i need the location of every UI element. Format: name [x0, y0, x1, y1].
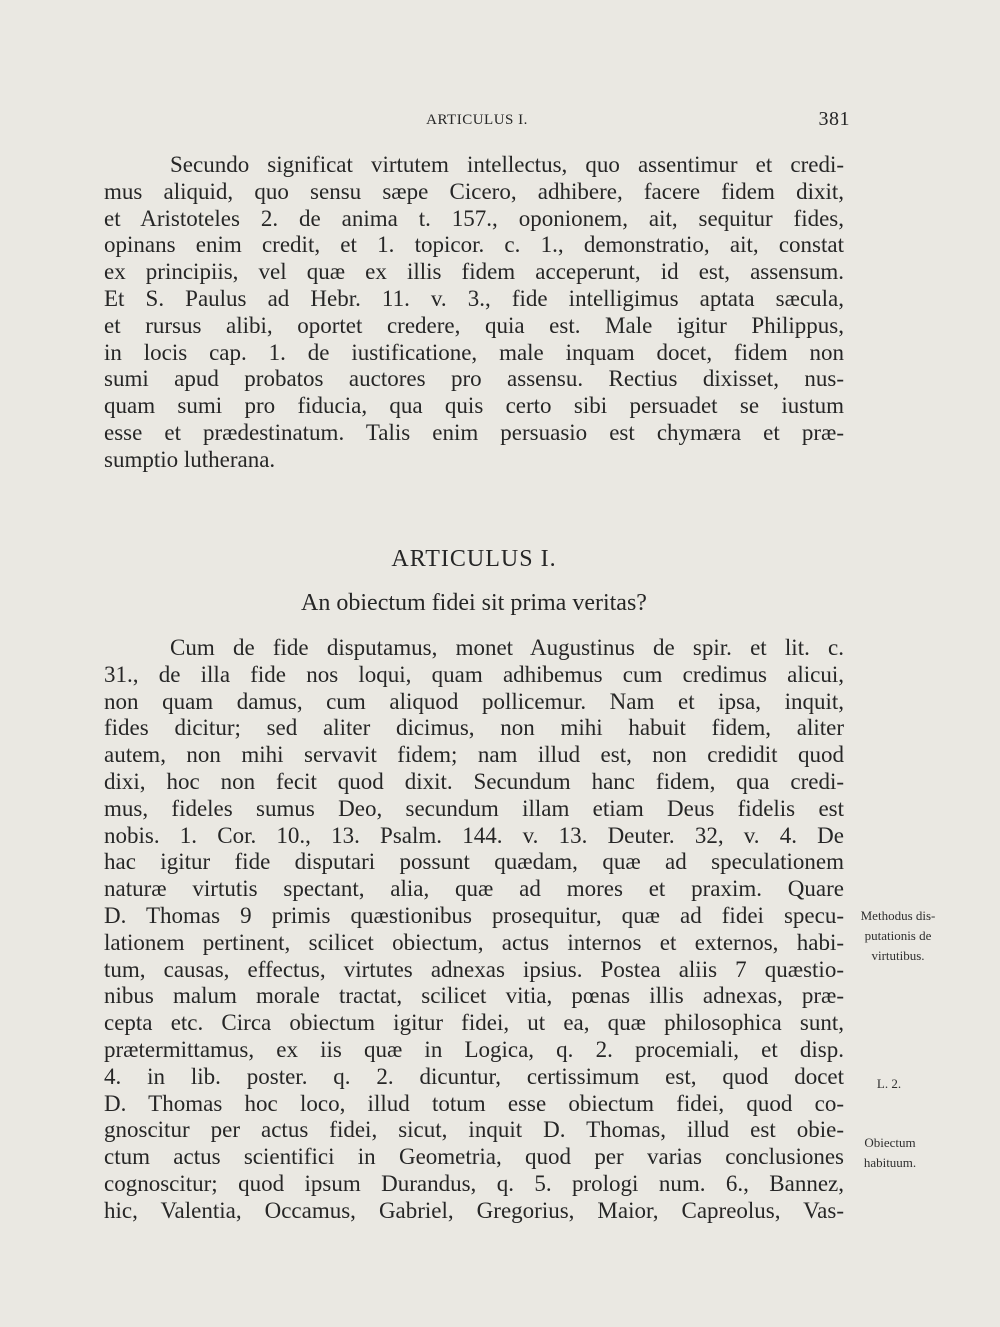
- text-line: D. Thomas hoc loco, illud totum esse obiectum fidei, quod co-: [104, 1090, 844, 1116]
- text-line: gnoscitur per actus fidei, sicut, inquit D. Thomas, illud est obie-: [104, 1117, 844, 1143]
- text-line: lationem pertinent, scilicet obiectum, actus internos et externos, habi-: [104, 929, 844, 955]
- article-heading: ARTICULUS I.: [391, 546, 557, 572]
- margin-note-reference: L. 2.: [876, 1076, 902, 1091]
- text-line: nobis. 1. Cor. 10., 13. Psalm. 144. v. 13. Deuter. 32, v. 4. De: [104, 822, 844, 848]
- text-line: nibus malum morale tractat, scilicet vitia, pœnas illis adnexas, præ-: [104, 983, 844, 1009]
- margin-note-line: Obiectum: [864, 1135, 916, 1150]
- text-line: ex principiis, vel quæ ex illis fidem acceperunt, id est, assensum.: [104, 259, 844, 285]
- text-line: quam sumi pro fiducia, qua quis certo sibi persuadet se iustum: [104, 393, 844, 419]
- margin-note-obiectum: [845, 1133, 935, 1173]
- text-line: sumptio lutherana.: [104, 446, 276, 472]
- text-line: sumi apud probatos auctores pro assensu. Rectius dixisset, nus-: [104, 366, 844, 392]
- text-line: cepta etc. Circa obiectum igitur fidei, ut ea, quæ philosophica sunt,: [104, 1010, 844, 1036]
- text-line: cognoscitur; quod ipsum Durandus, q. 5. prologi num. 6., Bannez,: [104, 1170, 844, 1196]
- margin-note-methodus: [840, 906, 956, 966]
- text-line: dixi, hoc non fecit quod dixit. Secundum hanc fidem, qua credi-: [104, 768, 844, 794]
- text-line: tum, causas, effectus, virtutes adnexas ipsius. Postea aliis 7 quæstio-: [104, 956, 844, 982]
- text-line: Cum de fide disputamus, monet Augustinus de spir. et lit. c.: [170, 635, 844, 660]
- text-line: mus, fideles sumus Deo, secundum illam etiam Deus fidelis est: [104, 795, 844, 821]
- text-line: ctum actus scientifici in Geometria, quod per varias conclusiones: [104, 1144, 844, 1170]
- margin-note-line: Methodus dis-: [860, 908, 936, 923]
- text-line: opinans enim credit, et 1. topicor. c. 1., demonstratio, ait, constat: [104, 232, 844, 258]
- text-line: Et S. Paulus ad Hebr. 11. v. 3., fide intelligimus aptata sæcula,: [104, 285, 844, 311]
- running-head-title: ARTICULUS I.: [426, 112, 528, 128]
- text-line: hic, Valentia, Occamus, Gabriel, Gregorius, Maior, Capreolus, Vas-: [104, 1197, 844, 1223]
- text-line: mus aliquid, quo sensu sæpe Cicero, adhibere, facere fidem dixit,: [104, 178, 844, 204]
- article-subheading: An obiectum fidei sit prima veritas?: [301, 590, 647, 616]
- paragraph-2: [104, 635, 844, 1225]
- text-line: Secundo significat virtutem intellectus, quo assentimur et credi-: [170, 152, 844, 177]
- running-head: [104, 108, 850, 136]
- margin-note-line: putationis de: [864, 928, 932, 943]
- text-line: prætermittamus, ex iis quæ in Logica, q. 2. procemiali, et disp.: [104, 1036, 844, 1062]
- text-line: autem, non mihi servavit fidem; nam illud est, non credidit quod: [104, 742, 844, 768]
- text-line: non quam damus, cum aliquod pollicemur. Nam et ipsa, inquit,: [104, 688, 844, 714]
- text-line: et Aristoteles 2. de anima t. 157., oponionem, ait, sequitur fides,: [104, 205, 844, 231]
- text-line: in locis cap. 1. de iustificatione, male inquam docet, fidem non: [104, 339, 844, 365]
- margin-note-line: virtutibus.: [871, 948, 925, 963]
- text-line: naturæ virtutis spectant, alia, quæ ad mores et praxim. Quare: [104, 876, 844, 902]
- text-line: 31., de illa fide nos loqui, quam adhibemus cum credimus alicui,: [104, 661, 844, 687]
- text-line: et rursus alibi, oportet credere, quia est. Male igitur Philippus,: [104, 312, 844, 338]
- text-line: fides dicitur; sed aliter dicimus, non mihi habuit fidem, aliter: [104, 715, 844, 741]
- margin-note-line: habituum.: [863, 1155, 917, 1170]
- text-line: esse et prædestinatum. Talis enim persuasio est chymæra et præ-: [104, 419, 844, 445]
- text-line: D. Thomas 9 primis quæstionibus prosequitur, quæ ad fidei specu-: [104, 902, 844, 928]
- text-line: 4. in lib. poster. q. 2. dicuntur, certissimum est, quod docet: [104, 1063, 844, 1089]
- text-line: hac igitur fide disputari possunt quædam, quæ ad speculationem: [104, 849, 844, 875]
- paragraph-1: [104, 152, 844, 474]
- page-number: 381: [818, 108, 850, 130]
